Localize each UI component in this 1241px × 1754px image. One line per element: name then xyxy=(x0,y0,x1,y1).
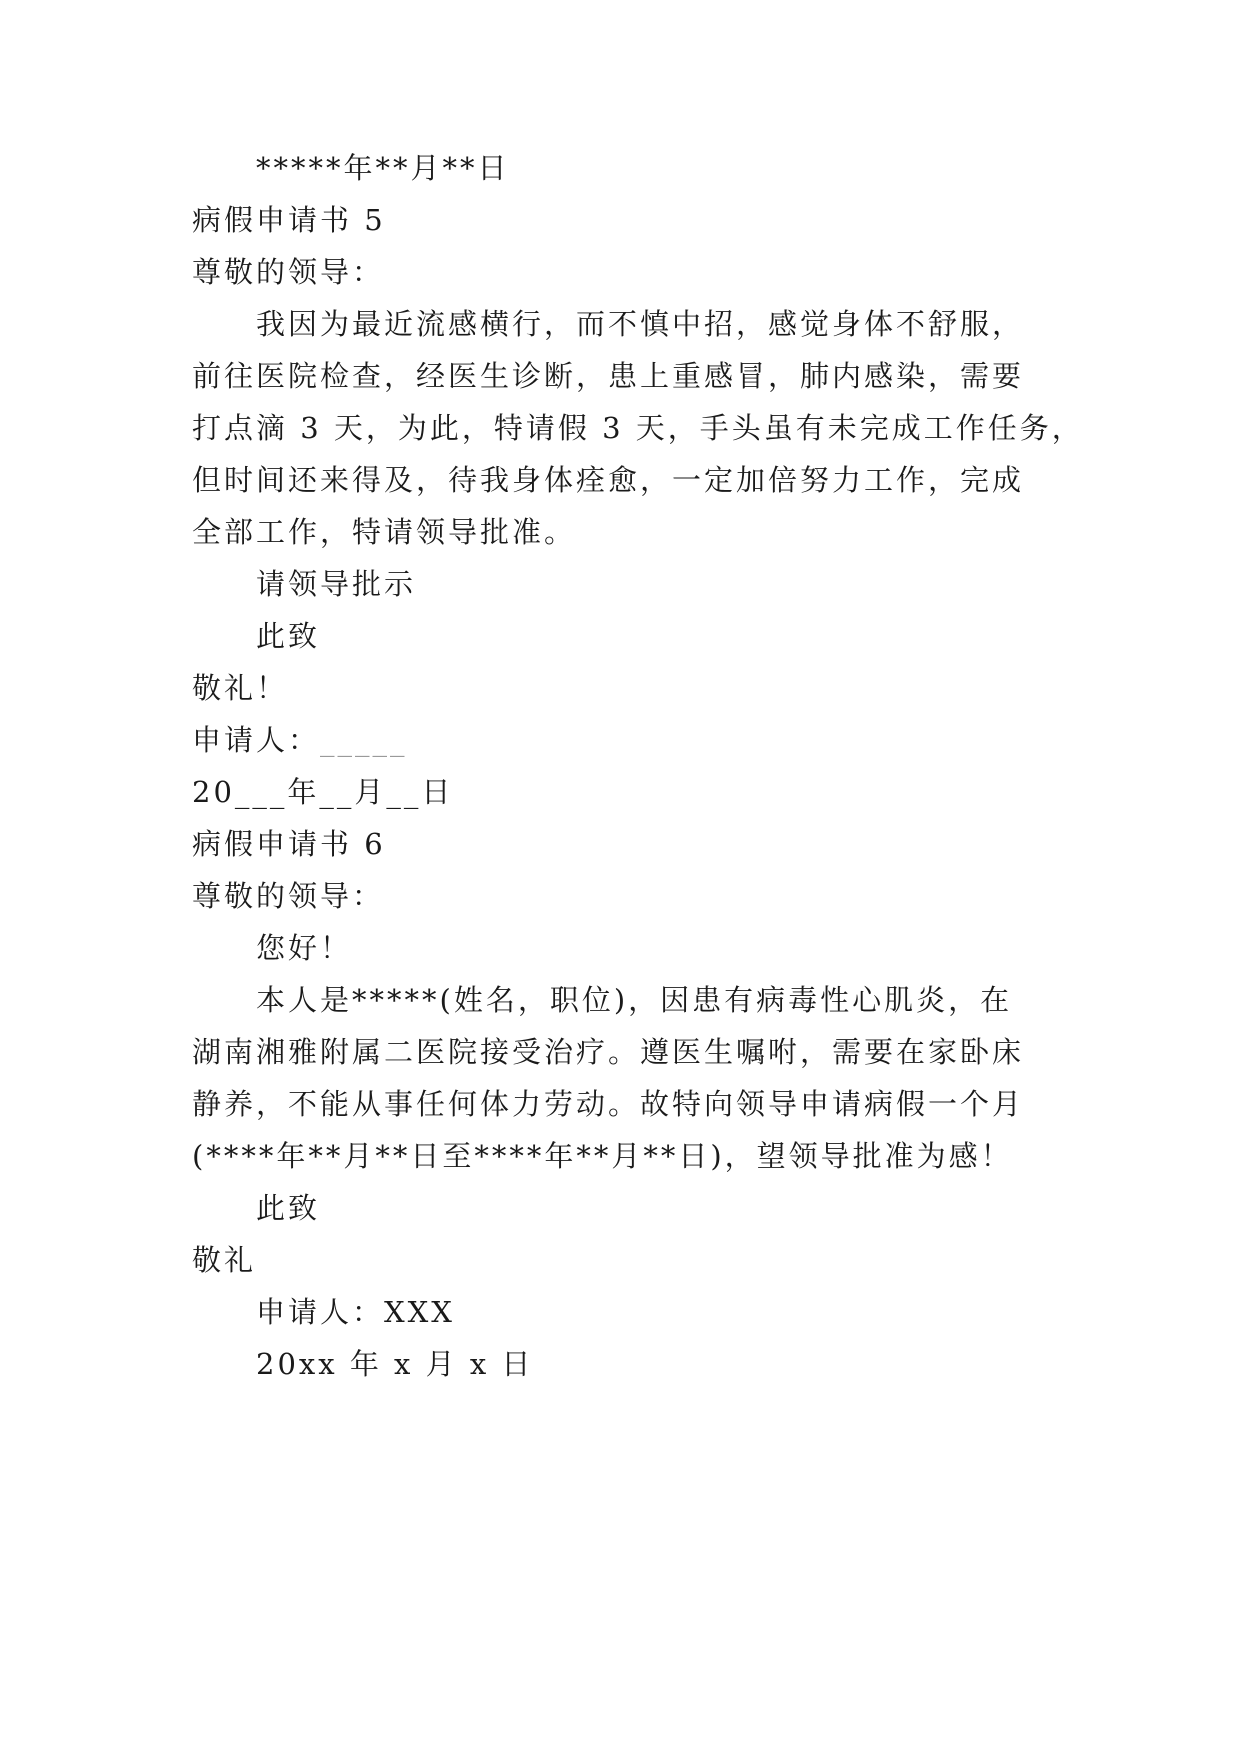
applicant-label: 申请人： xyxy=(192,723,321,757)
letter6-closing-1: 此致 xyxy=(256,1191,321,1225)
letter6-title: 病假申请书 6 xyxy=(192,827,386,861)
letter6-body-line: 本人是*****(姓名，职位)，因患有病毒性心肌炎，在 xyxy=(256,983,1013,1017)
date-top: *****年**月**日 xyxy=(256,151,510,185)
letter6-body-line: (****年**月**日至****年**月**日)，望领导批准为感！ xyxy=(192,1139,1013,1173)
letter6-body-line: 静养，不能从事任何体力劳动。故特向领导申请病假一个月 xyxy=(192,1087,1025,1121)
letter6-greeting: 您好！ xyxy=(256,931,353,965)
letter6-salutation: 尊敬的领导： xyxy=(192,879,385,913)
applicant-blank: _____ xyxy=(320,723,408,757)
letter5-salutation: 尊敬的领导： xyxy=(192,255,385,289)
letter5-date: 20___年__月__日 xyxy=(192,775,454,809)
letter5-body-line: 打点滴 3 天，为此，特请假 3 天，手头虽有未完成工作任务， xyxy=(192,411,1084,445)
letter6-date: 20xx 年 x 月 x 日 xyxy=(256,1347,534,1381)
letter5-request: 请领导批示 xyxy=(256,567,417,601)
letter6-closing-2: 敬礼 xyxy=(192,1243,257,1277)
letter5-closing-2: 敬礼！ xyxy=(192,671,289,705)
letter5-body-line: 全部工作，特请领导批准。 xyxy=(192,515,577,549)
letter5-applicant xyxy=(192,720,408,760)
letter6-body-line: 湖南湘雅附属二医院接受治疗。遵医生嘱咐，需要在家卧床 xyxy=(192,1035,1025,1069)
letter5-body-line: 但时间还来得及，待我身体痊愈，一定加倍努力工作，完成 xyxy=(192,463,1025,497)
letter6-applicant: 申请人：XXX xyxy=(256,1295,455,1329)
letter5-title: 病假申请书 5 xyxy=(192,203,386,237)
letter5-body-line: 前往医院检查，经医生诊断，患上重感冒，肺内感染，需要 xyxy=(192,359,1025,393)
letter5-body-line: 我因为最近流感横行，而不慎中招，感觉身体不舒服， xyxy=(256,307,1025,341)
letter5-closing-1: 此致 xyxy=(256,619,321,653)
